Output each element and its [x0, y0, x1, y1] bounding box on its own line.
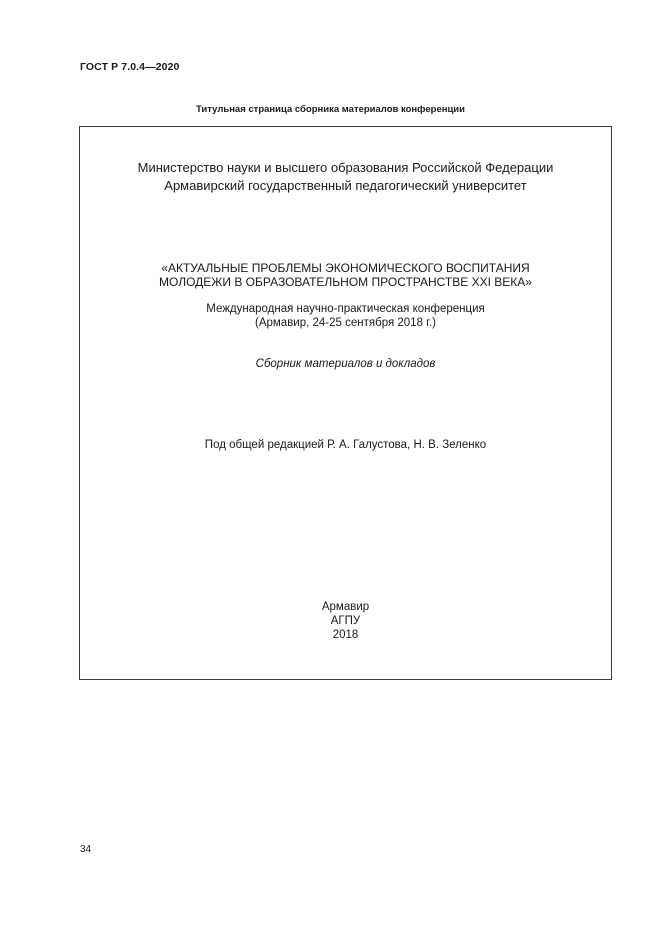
editors-line: Под общей редакцией Р. А. Галустова, Н. В. Зеленко — [204, 439, 487, 451]
university-line: Армавирский государственный педагогический университет — [164, 178, 527, 193]
conference-place-date-line: (Армавир, 24-25 сентября 2018 г.) — [255, 317, 436, 329]
imprint-block — [80, 600, 611, 642]
conference-title-line: МОЛОДЕЖИ В ОБРАЗОВАТЕЛЬНОМ ПРОСТРАНСТВЕ XXI ВЕКА» — [159, 275, 532, 289]
figure-caption: Титульная страница сборника материалов конференции — [195, 104, 465, 115]
page-number: 34 — [80, 844, 92, 855]
imprint-city: Армавир — [321, 601, 370, 613]
conference-type-line: Международная научно-практическая конференция — [206, 303, 485, 315]
standard-code: ГОСТ Р 7.0.4—2020 — [80, 61, 180, 73]
imprint-year: 2018 — [332, 629, 359, 641]
conference-subtitle — [80, 302, 611, 330]
ministry-line: Министерство науки и высшего образования Российской Федерации — [137, 160, 554, 175]
imprint-publisher: АГПУ — [330, 615, 361, 627]
ministry-block — [80, 159, 611, 195]
conference-title-line: «АКТУАЛЬНЫЕ ПРОБЛЕМЫ ЭКОНОМИЧЕСКОГО ВОСПИТАНИЯ — [161, 261, 530, 275]
conference-title — [80, 261, 611, 289]
title-page-frame — [79, 126, 612, 680]
collection-type: Сборник материалов и докладов — [255, 358, 436, 370]
